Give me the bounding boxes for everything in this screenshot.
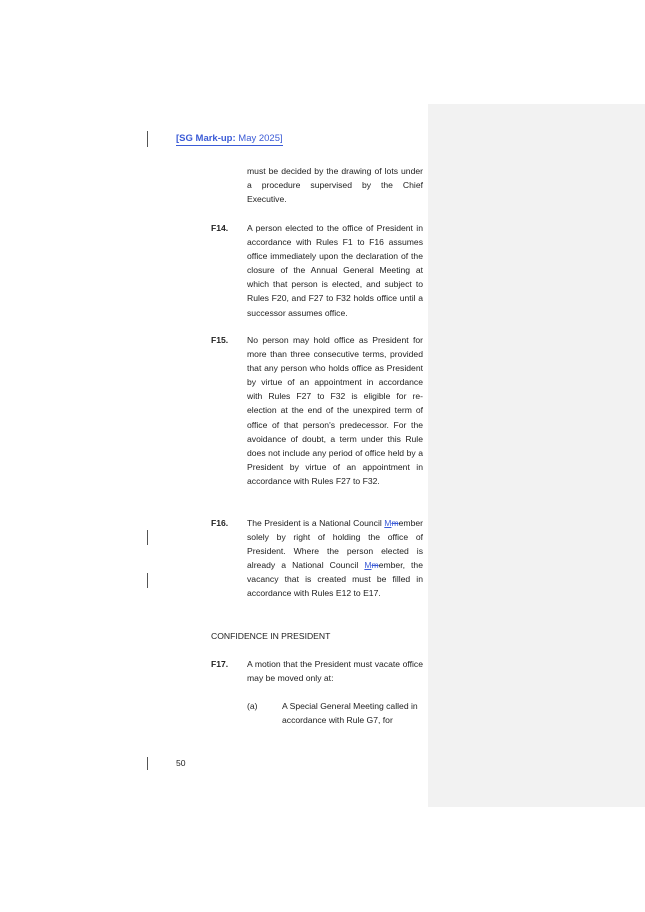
change-bar-f16-1 [147, 530, 148, 545]
section-heading: CONFIDENCE IN PRESIDENT [211, 631, 331, 641]
markup-header [176, 133, 283, 146]
rule-f14-number: F14. [211, 223, 229, 233]
rule-f16-text [247, 516, 423, 601]
rule-f15-number: F15. [211, 335, 229, 345]
f16-delete-1: m [391, 518, 399, 528]
f16-insert-1: M [384, 518, 392, 528]
rule-f17-number: F17. [211, 659, 229, 669]
rule-f15-text: No person may hold office as President for more than three consecutive terms, provided that any person who holds office as President by virtue of an appointment in accordance with Rules F27 to F32 is eligible for re-election at the end of the unexpired term of office of that person's predecessor. For the avoidance of doubt, a term under this Rule does not include any period of office held by a President by virtue of an appointment in accordance with Rules F27 to F32. [247, 335, 423, 486]
page-number: 50 [176, 758, 186, 768]
change-bar-footer [147, 757, 148, 770]
f16-delete-2: m [371, 560, 379, 571]
rule-f17-sub-a-label: (a) [247, 701, 258, 711]
change-bar-header [147, 131, 148, 147]
rule-f14-text: A person elected to the office of President in accordance with Rules F1 to F16 assumes office immediately upon the declaration of the closure of the Annual General Meeting at which that person is elected, and subject to Rules F20, and F27 to F32 holds office until a successor assumes office. [247, 223, 423, 318]
continuation-paragraph: must be decided by the drawing of lots under a procedure supervised by the Chief Executive. [247, 166, 423, 205]
header-label-rest: May 2025] [235, 133, 283, 144]
header-label-bold: [SG Mark-up: [176, 133, 236, 144]
f16-insert-2: M [364, 560, 372, 571]
f16-part3: ember, the vacancy that is created must be filled in accordance with Rules E12 to E17. [247, 560, 423, 599]
rule-f16-number: F16. [211, 518, 229, 528]
comment-pane [428, 104, 645, 807]
f16-part2: ember solely by right of holding the office of President. Where the person elected is already a National Council [247, 518, 423, 571]
rule-f17-text: A motion that the President must vacate office may be moved only at: [247, 659, 423, 684]
rule-f17-sub-a-text: A Special General Meeting called in accordance with Rule G7, for [282, 701, 418, 726]
change-bar-f16-2 [147, 573, 148, 588]
f16-part1: The President is a National Council [247, 518, 385, 528]
